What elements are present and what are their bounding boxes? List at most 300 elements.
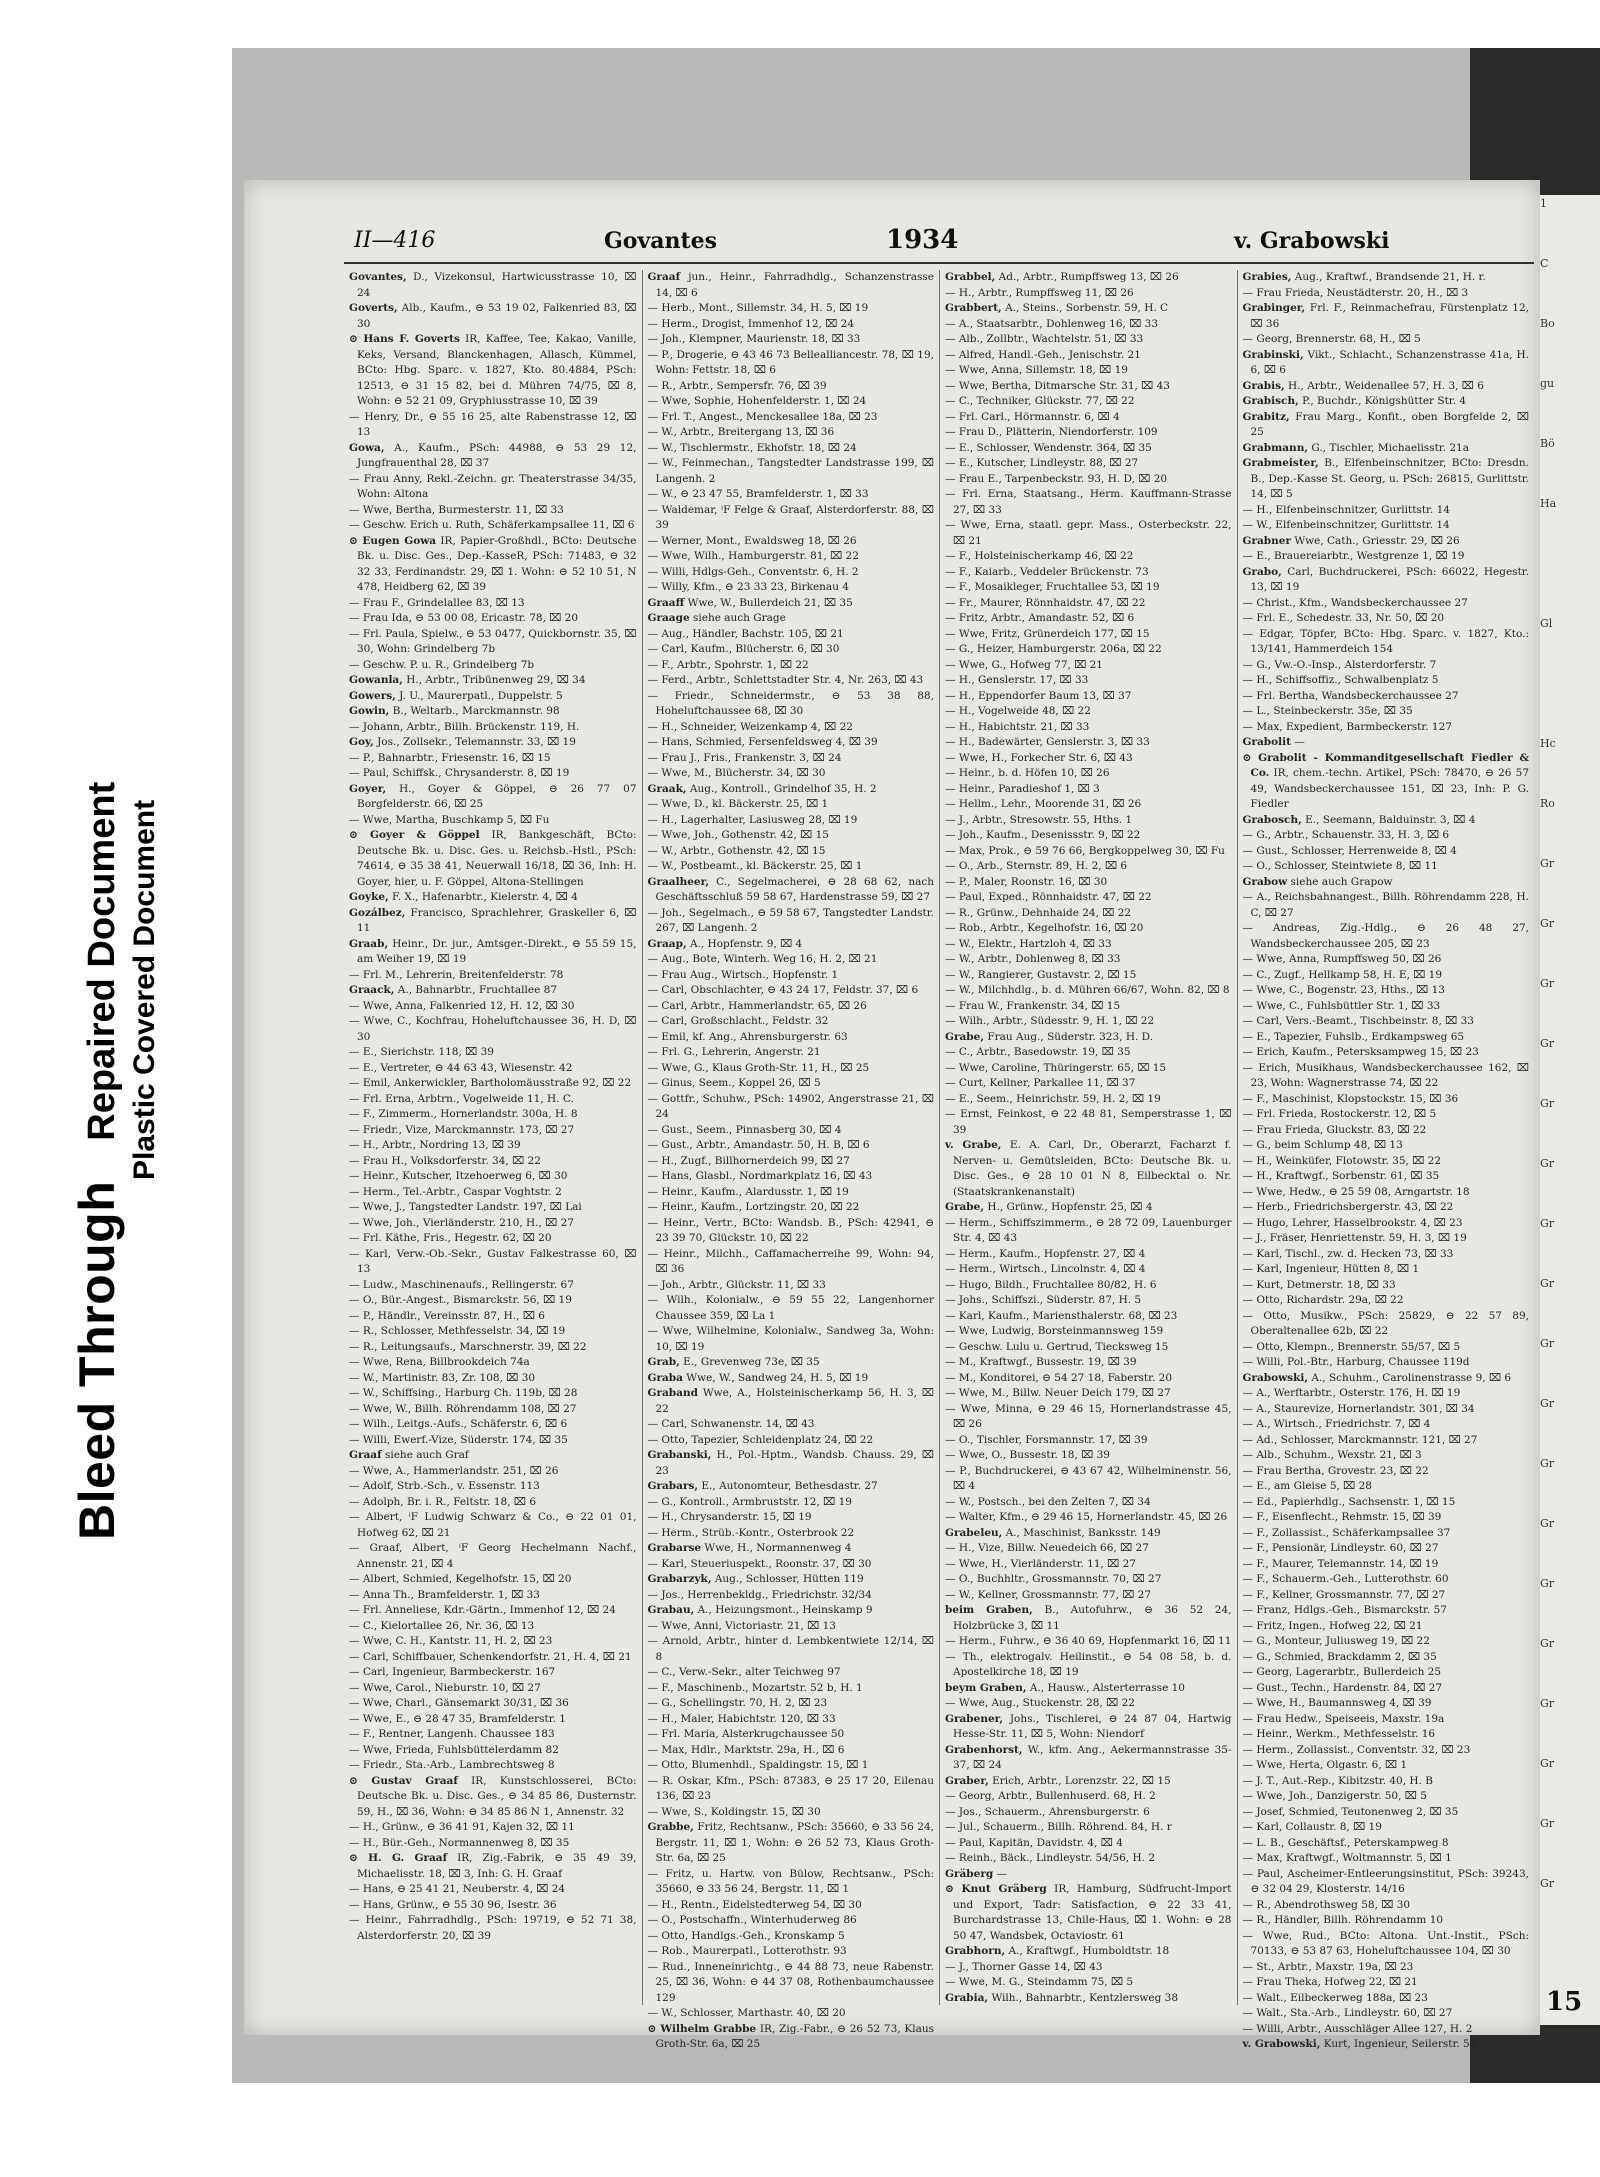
entry-details: — Frl. Anneliese, Kdr.-Gärtn., Immenhof 12, ⌧ 24 <box>349 1604 616 1616</box>
entry-details: — Wwe, Joh., Danzigerstr. 50, ⌧ 5 <box>1242 1790 1427 1802</box>
directory-entry <box>1243 2037 1530 2053</box>
directory-entry <box>349 813 637 829</box>
directory-entry <box>1243 286 1530 302</box>
directory-entry <box>648 1603 935 1619</box>
entry-details: — Ernst, Feinkost, ⊖ 22 48 81, Semperstrasse 1, ⌧ 39 <box>945 1108 1232 1136</box>
directory-entry <box>349 1138 637 1154</box>
directory-entry <box>349 1169 637 1185</box>
directory-entry <box>349 1541 637 1572</box>
entry-details: — F., Holsteinischerkamp 46, ⌧ 22 <box>945 550 1134 562</box>
directory-entry <box>1243 1898 1530 1914</box>
directory-entry <box>648 596 935 612</box>
directory-entry <box>648 456 935 487</box>
directory-columns <box>344 270 1534 2050</box>
entry-details: — W., Elektr., Hartzloh 4, ⌧ 33 <box>945 937 1112 950</box>
entry-name: ⊙ Goyer & Göppel <box>349 829 480 841</box>
entry-details: A., Heizungsmont., Heinskamp 9 <box>697 1604 873 1616</box>
entry-details: — Otto, Handlgs.-Geh., Kronskamp 5 <box>647 1929 845 1942</box>
entry-name: Gräberg <box>945 1867 994 1880</box>
directory-entry <box>945 968 1232 984</box>
entry-details: — G., beim Schlump 48, ⌧ 13 <box>1242 1139 1403 1151</box>
entry-details: — Emil, Ankerwickler, Bartholomäusstraße 92, ⌧ 22 <box>349 1077 632 1089</box>
entry-details: A., Bahnarbtr., Fruchtallee 87 <box>397 984 558 996</box>
directory-entry <box>945 549 1232 565</box>
directory-entry <box>648 1169 935 1185</box>
entry-details: — R., Schlosser, Methfesselstr. 34, ⌧ 19 <box>349 1325 566 1337</box>
entry-details: — Wwe, J., Tangstedter Landstr. 197, ⌧ Lai <box>349 1201 582 1213</box>
entry-name: Graab, <box>349 937 389 950</box>
entry-details: — Wilh., Kolonialw., ⊖ 59 55 22, Langenhorner Chaussee 359, ⌧ La 1 <box>647 1294 934 1322</box>
entry-details: — Gust., Seem., Pinnasberg 30, ⌧ 4 <box>647 1123 842 1136</box>
entry-details: — Jul., Schauerm., Billh. Röhrend. 84, H. r <box>945 1821 1172 1833</box>
directory-entry <box>945 859 1232 875</box>
entry-details: Kurt, Ingenieur, Seilerstr. 56 <box>1323 2038 1477 2050</box>
entry-details: IR, chem.-techn. Artikel, PSch: 78470, ⊖ 26 57 49, Wandsbeckerchaussee 151, ⌧ 23, Inh: P. G. Fiedler <box>1250 767 1529 810</box>
page-number: II—416 <box>354 228 436 253</box>
directory-entry <box>945 1340 1232 1356</box>
directory-entry <box>648 1355 935 1371</box>
entry-details: — P., Maler, Roonstr. 16, ⌧ 30 <box>945 875 1108 888</box>
directory-entry <box>648 549 935 565</box>
directory-entry <box>1243 1030 1530 1046</box>
directory-entry <box>945 1557 1232 1573</box>
entry-name: Grabarzyk, <box>647 1573 712 1585</box>
entry-name: Grabinski, <box>1242 348 1304 361</box>
entry-details: — Frau Aug., Wirtsch., Hopfenstr. 1 <box>647 968 839 981</box>
entry-details: Ad., Arbtr., Rumpffsweg 13, ⌧ 26 <box>998 271 1179 283</box>
entry-details: — Wwe, A., Hammerlandstr. 251, ⌧ 26 <box>349 1464 559 1477</box>
entry-details: — Wwe, Bertha, Burmesterstr. 11, ⌧ 33 <box>349 503 564 516</box>
directory-entry <box>945 456 1232 472</box>
directory-entry <box>349 1727 637 1743</box>
directory-entry <box>945 348 1232 364</box>
entry-name: ⊙ Eugen Gowa <box>349 534 437 547</box>
entry-details: A., Hausw., Alsterterrasse 10 <box>1029 1681 1185 1694</box>
entry-details: — Anna Th., Bramfelderstr. 1, ⌧ 33 <box>349 1588 540 1601</box>
directory-entry <box>1243 1386 1530 1402</box>
directory-entry <box>648 1479 935 1495</box>
directory-entry <box>945 1867 1232 1883</box>
entry-details: — Paul, Exped., Rönnhaidstr. 47, ⌧ 22 <box>945 891 1152 903</box>
directory-entry <box>349 983 637 999</box>
directory-entry <box>1243 1371 1530 1387</box>
entry-details: — Andreas, Zig.-Hdlg., ⊖ 26 48 27, Wandsbeckerchaussee 205, ⌧ 23 <box>1242 922 1529 950</box>
entry-details: — G., Schmied, Brackdamm 2, ⌧ 35 <box>1242 1650 1437 1663</box>
entry-details: E., Seemann, Balduinstr. 3, ⌧ 4 <box>1305 813 1476 826</box>
entry-details: — Rud., Inneneinrichtg., ⊖ 44 88 73, neue Rabenstr. 25, ⌧ 36, Wohn: ⊖ 44 37 08, Rothenbaumchaussee 129 <box>647 1960 934 2004</box>
entry-details: — J., Thorner Gasse 14, ⌧ 43 <box>945 1960 1103 1973</box>
directory-entry <box>648 937 935 953</box>
entry-name: Grabitz, <box>1242 410 1290 423</box>
entry-details: — Alb., Zollbtr., Wachtelstr. 51, ⌧ 33 <box>945 333 1144 345</box>
entry-details: siehe auch Graf <box>384 1449 469 1461</box>
directory-entry <box>945 1541 1232 1557</box>
directory-entry <box>648 332 935 348</box>
entry-details: — Wwe, Carol., Nieburstr. 10, ⌧ 27 <box>349 1681 541 1694</box>
entry-details: Aug., Schlosser, Hütten 119 <box>714 1573 864 1585</box>
entry-details: — F., Maschinenb., Mozartstr. 52 b, H. 1 <box>647 1681 863 1694</box>
entry-details: — F., Eisenflecht., Rehmstr. 15, ⌧ 39 <box>1242 1511 1442 1523</box>
entry-details: — F., Schauerm.-Geh., Lutterothstr. 60 <box>1242 1573 1449 1585</box>
directory-entry <box>945 1433 1232 1449</box>
directory-entry <box>1243 1727 1530 1743</box>
entry-details: — W., Tischlermstr., Ekhofstr. 18, ⌧ 24 <box>647 441 857 454</box>
entry-details: — Herb., Mont., Sillemstr. 34, H. 5, ⌧ 19 <box>647 302 869 314</box>
entry-details: — Frl. Erna, Arbtrn., Vogelweide 11, H. C. <box>349 1092 574 1105</box>
entry-details: — Max, Prok., ⊖ 59 76 66, Bergkoppelweg 30, ⌧ Fu <box>945 844 1225 857</box>
entry-details: — Karl, Kaufm., Mariensthalerstr. 68, ⌧ 23 <box>945 1309 1178 1322</box>
entry-details: — C., Verw.-Sekr., alter Teichweg 97 <box>647 1666 841 1678</box>
directory-entry <box>349 704 637 720</box>
directory-entry <box>349 503 637 519</box>
entry-name: Grabow <box>1242 875 1288 888</box>
entry-details: — W., Schlosser, Marthastr. 40, ⌧ 20 <box>647 2007 846 2019</box>
directory-entry <box>1243 2022 1530 2038</box>
directory-entry <box>1243 704 1530 720</box>
directory-entry <box>648 875 935 906</box>
entry-details: — H., Bür.-Geh., Normannenweg 8, ⌧ 35 <box>349 1836 570 1849</box>
entry-details: — Hugo, Lehrer, Hasselbrookstr. 4, ⌧ 23 <box>1242 1216 1463 1229</box>
entry-details: — Hugo, Bildh., Fruchtallee 80/82, H. 6 <box>945 1278 1157 1291</box>
entry-details: — Heinr., Kaufm., Alardusstr. 1, ⌧ 19 <box>647 1185 849 1198</box>
directory-entry <box>945 1092 1232 1108</box>
directory-entry <box>1243 1045 1530 1061</box>
directory-entry <box>648 441 935 457</box>
entry-details: — <box>996 1867 1008 1880</box>
entry-details: — Frl. Erna, Staatsang., Herm. Kauffmann-Strasse 27, ⌧ 33 <box>945 488 1232 516</box>
directory-entry <box>945 627 1232 643</box>
directory-entry <box>1243 1681 1530 1697</box>
entry-details: Frl. F., Reinmachefrau, Fürstenplatz 12, ⌧ 36 <box>1250 302 1529 330</box>
directory-entry <box>349 270 637 301</box>
directory-entry <box>349 673 637 689</box>
entry-details: Jos., Zollsekr., Telemannstr. 33, ⌧ 19 <box>377 736 576 748</box>
directory-entry <box>1243 1991 1530 2007</box>
neighbor-fragment: Gr <box>1540 1277 1555 1290</box>
directory-entry <box>1243 1758 1530 1774</box>
entry-details: Aug., Kraftwf., Brandsende 21, H. r. <box>1294 271 1486 283</box>
directory-entry <box>648 1820 935 1867</box>
entry-details: IR, Hamburg, Südfrucht-Import und Export, Tadr: Satisfaction, ⊖ 22 33 41, Burchardstrasse 13, Chile-Haus, ⌧ 1. Wohn: ⊖ 28 50 47, Wandsbek, Octaviostr. 61 <box>953 1883 1232 1942</box>
directory-entry <box>349 1619 637 1635</box>
entry-details: B., Weltarb., Marckmannstr. 98 <box>392 705 560 717</box>
entry-details: — Wwe, Sophie, Hohenfelderstr. 1, ⌧ 24 <box>647 395 867 407</box>
directory-entry <box>648 797 935 813</box>
directory-entry <box>1243 1216 1530 1232</box>
entry-details: — H., Zugf., Billhornerdeich 99, ⌧ 27 <box>647 1154 850 1167</box>
directory-entry <box>1243 1588 1530 1604</box>
directory-entry <box>349 1076 637 1092</box>
entry-details: — H., Arbtr., Nordring 13, ⌧ 39 <box>349 1139 521 1151</box>
directory-entry <box>648 1092 935 1123</box>
entry-name: Gozálbez, <box>349 906 406 919</box>
entry-details: — Rob., Arbtr., Kegelhofstr. 16, ⌧ 20 <box>945 922 1144 934</box>
directory-entry <box>945 875 1232 891</box>
directory-entry <box>349 1650 637 1666</box>
directory-entry <box>1243 1929 1530 1960</box>
entry-details: — Herm., Fuhrw., ⊖ 36 40 69, Hopfenmarkt 16, ⌧ 11 <box>945 1635 1232 1647</box>
neighbor-fragment: Hc <box>1540 737 1556 750</box>
directory-entry <box>349 1572 637 1588</box>
entry-details: Aug., Kontroll., Grindelhof 35, H. 2 <box>689 782 877 795</box>
entry-details: — Gust., Schlosser, Herrenweide 8, ⌧ 4 <box>1242 844 1457 857</box>
entry-details: — Jos., Herrenbekldg., Friedrichstr. 32/34 <box>647 1588 872 1601</box>
entry-details: — Gust., Techn., Hardenstr. 84, ⌧ 27 <box>1242 1681 1443 1694</box>
entry-details: — M., Kraftwgf., Bussestr. 19, ⌧ 39 <box>945 1356 1137 1368</box>
directory-entry <box>648 720 935 736</box>
entry-details: — Ludw., Maschinenaufs., Rellingerstr. 67 <box>349 1278 574 1291</box>
directory-entry <box>349 689 637 705</box>
directory-entry <box>945 441 1232 457</box>
entry-details: — L., Steinbeckerstr. 35e, ⌧ 35 <box>1242 705 1413 717</box>
entry-name: Grabau, <box>647 1604 695 1616</box>
directory-entry <box>1243 658 1530 674</box>
document-category-label <box>60 600 170 1540</box>
directory-entry <box>1243 1014 1530 1030</box>
entry-details: — G., Kontroll., Armbruststr. 12, ⌧ 19 <box>647 1495 852 1508</box>
entry-details: — Willi, Ewerf.-Vize, Süderstr. 174, ⌧ 35 <box>349 1433 568 1446</box>
entry-name: Grabhorn, <box>945 1945 1006 1957</box>
directory-entry <box>1243 1510 1530 1526</box>
entry-details: — H., Vize, Billw. Neuedeich 66, ⌧ 27 <box>945 1542 1149 1554</box>
entry-details: — Carl, Schiffbauer, Schenkendorfstr. 21, H. 4, ⌧ 21 <box>349 1650 632 1663</box>
directory-entry <box>1243 844 1530 860</box>
directory-entry <box>648 410 935 426</box>
directory-entry <box>648 1123 935 1139</box>
directory-entry <box>349 1355 637 1371</box>
entry-name: Grabowski, <box>1242 1371 1309 1384</box>
entry-details: E., Autonomteur, Bethesdastr. 27 <box>701 1480 878 1492</box>
entry-details: — F., Maurer, Telemannstr. 14, ⌧ 19 <box>1242 1557 1439 1570</box>
directory-entry <box>648 1076 935 1092</box>
directory-entry <box>945 1030 1232 1046</box>
entry-details: — Wwe, Bertha, Ditmarsche Str. 31, ⌧ 43 <box>945 379 1170 392</box>
entry-name: ⊙ Grabolit - Kommanditgesellschaft Fiedler & Co. <box>1242 751 1529 779</box>
directory-entry <box>1243 301 1530 332</box>
directory-entry <box>349 1448 637 1464</box>
entry-details: — Wwe, Anna, Falkenried 12, H. 12, ⌧ 30 <box>349 999 575 1012</box>
entry-details: — Frl. Frieda, Rostockerstr. 12, ⌧ 5 <box>1242 1108 1437 1120</box>
entry-details: — Willi, Hdlgs-Geh., Conventstr. 6, H. 2 <box>647 565 859 578</box>
directory-entry <box>945 1061 1232 1077</box>
entry-details: — Frau Bertha, Grovestr. 23, ⌧ 22 <box>1242 1464 1429 1477</box>
directory-entry <box>648 580 935 596</box>
entry-details: — F., Zimmerm., Hornerlandstr. 300a, H. 8 <box>349 1108 578 1120</box>
directory-entry <box>1243 1665 1530 1681</box>
directory-entry <box>1243 379 1530 395</box>
entry-name: ⊙ Knut Gräberg <box>945 1883 1047 1895</box>
directory-entry <box>945 487 1232 518</box>
entry-details: — W., Arbtr., Breitergang 13, ⌧ 36 <box>647 426 835 438</box>
entry-details: H., Arbtr., Tribünenweg 29, ⌧ 34 <box>406 674 586 686</box>
directory-entry <box>1243 1340 1530 1356</box>
entry-details: — Frau Ida, ⊖ 53 00 08, Ericastr. 78, ⌧ 20 <box>349 612 579 624</box>
directory-entry <box>349 1402 637 1418</box>
entry-details: — Frl. G., Lehrerin, Angerstr. 21 <box>647 1046 821 1058</box>
directory-entry <box>349 766 637 782</box>
entry-details: — <box>1294 736 1305 748</box>
directory-entry <box>648 689 935 720</box>
directory-entry <box>945 1634 1232 1650</box>
directory-entry <box>945 1960 1232 1976</box>
entry-details: — A., Werftarbtr., Osterstr. 176, H. ⌧ 19 <box>1242 1387 1461 1399</box>
entry-details: — Carl, Ingenieur, Barmbeckerstr. 167 <box>349 1666 556 1678</box>
directory-entry <box>648 1154 935 1170</box>
entry-details: — Frl. Käthe, Fris., Hegestr. 62, ⌧ 20 <box>349 1232 552 1244</box>
entry-details: — Karl, Collaustr. 8, ⌧ 19 <box>1242 1821 1382 1833</box>
entry-details: — Friedr., Schneidermstr., ⊖ 53 38 88, Hoheluftchaussee 68, ⌧ 30 <box>647 689 934 717</box>
directory-entry <box>1243 1417 1530 1433</box>
directory-entry <box>349 1851 637 1882</box>
entry-details: — Geschw. Lulu u. Gertrud, Tiecksweg 15 <box>945 1340 1169 1353</box>
entry-details: — O., Buchhltr., Grossmannstr. 70, ⌧ 27 <box>945 1573 1162 1585</box>
directory-entry <box>1243 348 1530 379</box>
directory-entry <box>945 1743 1232 1774</box>
directory-entry <box>1243 921 1530 952</box>
directory-entry <box>945 828 1232 844</box>
directory-entry <box>648 1743 935 1759</box>
entry-details: — Carl, Großschlacht., Feldstr. 32 <box>647 1015 829 1027</box>
entry-details: W., kfm. Ang., Aekermannstrasse 35-37, ⌧ 24 <box>953 1743 1232 1771</box>
entry-details: — Heinr., Kutscher, Itzehoerweg 6, ⌧ 30 <box>349 1170 568 1182</box>
entry-details: — Hans, Glasbl., Nordmarkplatz 16, ⌧ 43 <box>647 1170 873 1182</box>
neighbor-fragment: 1 <box>1540 197 1547 210</box>
entry-details: — Frau J., Fris., Frankenstr. 3, ⌧ 24 <box>647 751 842 764</box>
entry-details: — Wwe, S., Koldingstr. 15, ⌧ 30 <box>647 1805 821 1818</box>
neighbor-fragment: Gr <box>1540 1457 1555 1470</box>
directory-entry <box>648 379 935 395</box>
directory-entry <box>945 1278 1232 1294</box>
directory-entry <box>945 735 1232 751</box>
directory-entry <box>945 766 1232 782</box>
directory-entry <box>349 937 637 968</box>
directory-entry <box>1243 859 1530 875</box>
directory-entry <box>349 828 637 890</box>
neighbor-fragment: Gr <box>1540 977 1555 990</box>
entry-details: — Walt., Sta.-Arb., Lindleystr. 60, ⌧ 27 <box>1242 2007 1453 2019</box>
entry-details: — C., Techniker, Glückstr. 77, ⌧ 22 <box>945 395 1135 407</box>
entry-details: J. U., Maurerpatl., Duppelstr. 5 <box>399 689 563 702</box>
header-rule <box>344 262 1534 264</box>
entry-name: Grabbel, <box>945 271 996 283</box>
directory-entry <box>945 1991 1232 2007</box>
entry-name: Grabinger, <box>1242 302 1306 314</box>
entry-details: — Hans, Schmied, Fersenfeldsweg 4, ⌧ 39 <box>647 736 878 748</box>
neighbor-fragment <box>1540 555 1600 615</box>
directory-entry <box>349 1293 637 1309</box>
directory-entry <box>349 1603 637 1619</box>
entry-details: — G., Schellingstr. 70, H. 2, ⌧ 23 <box>647 1697 828 1709</box>
entry-details: — O., Schlosser, Steintwiete 8, ⌧ 11 <box>1242 860 1438 872</box>
entry-details: — Willy, Kfm., ⊖ 23 33 23, Birkenau 4 <box>647 581 849 593</box>
directory-entry <box>1243 890 1530 921</box>
neighbor-fragment: Gl <box>1540 617 1553 630</box>
entry-details: B., Autofuhrw., ⊖ 36 52 24, Holzbrücke 3, ⌧ 11 <box>953 1604 1232 1632</box>
directory-entry <box>648 906 935 937</box>
directory-entry <box>945 1603 1232 1634</box>
directory-entry <box>1243 270 1530 286</box>
entry-details: — E., Brauereiarbtr., Westgrenze 1, ⌧ 19 <box>1242 550 1465 562</box>
directory-entry <box>349 735 637 751</box>
entry-details: — Wwe, Fritz, Grünerdeich 177, ⌧ 15 <box>945 627 1150 640</box>
directory-entry <box>349 1774 637 1821</box>
directory-entry <box>1243 1433 1530 1449</box>
entry-details: — Carl, Obschlachter, ⊖ 43 24 17, Feldstr. 37, ⌧ 6 <box>647 984 919 996</box>
entry-details: — Frau E., Tarpenbeckstr. 93, H. D, ⌧ 20 <box>945 472 1168 485</box>
entry-details: — Wilh., Arbtr., Südesstr. 9, H. 1, ⌧ 22 <box>945 1015 1155 1027</box>
entry-details: — Otto, Musikw., PSch: 25829, ⊖ 22 57 89, Oberaltenallee 62b, ⌧ 22 <box>1242 1309 1529 1337</box>
directory-entry <box>648 968 935 984</box>
entry-details: — W., Postbeamt., kl. Bäckerstr. 25, ⌧ 1 <box>647 860 863 872</box>
entry-details: — Wwe, Minna, ⊖ 29 46 15, Hornerlandstrasse 45, ⌧ 26 <box>945 1402 1232 1430</box>
entry-details: — O., Arb., Sternstr. 89, H. 2, ⌧ 6 <box>945 860 1128 872</box>
directory-entry <box>349 1588 637 1604</box>
directory-entry <box>945 704 1232 720</box>
directory-entry <box>1243 332 1530 348</box>
directory-entry <box>648 1727 935 1743</box>
directory-entry <box>648 766 935 782</box>
entry-details: — Otto, Klempn., Brennerstr. 55/57, ⌧ 5 <box>1242 1340 1461 1353</box>
entry-details: F. X., Hafenarbtr., Kielerstr. 4, ⌧ 4 <box>392 891 578 903</box>
entry-details: — W., Kellner, Grossmannstr. 77, ⌧ 27 <box>945 1588 1152 1601</box>
entry-details: — Frau F., Grindelallee 83, ⌧ 13 <box>349 596 525 609</box>
entry-details: E., Grevenweg 73e, ⌧ 35 <box>683 1356 820 1368</box>
directory-entry <box>1243 1743 1530 1759</box>
entry-details: siehe auch Grage <box>692 612 786 624</box>
entry-details: — Frau Hedw., Speiseeis, Maxstr. 19a <box>1242 1712 1445 1725</box>
entry-name: Grabars, <box>647 1480 699 1492</box>
entry-details: — Frau D., Plätterin, Niendorferstr. 109 <box>945 426 1158 438</box>
directory-entry <box>648 1634 935 1665</box>
neighbor-fragment: Gr <box>1540 1817 1555 1830</box>
directory-entry <box>648 1929 935 1945</box>
directory-entry <box>945 1712 1232 1743</box>
entry-details: — Wwe, H., Vierländerstr. 11, ⌧ 27 <box>945 1557 1136 1570</box>
directory-entry <box>1243 518 1530 534</box>
directory-entry <box>1243 1774 1530 1790</box>
entry-details: — C., Arbtr., Basedowstr. 19, ⌧ 35 <box>945 1046 1131 1058</box>
directory-entry <box>1243 751 1530 813</box>
entry-details: — E., Kutscher, Lindleystr. 88, ⌧ 27 <box>945 457 1139 469</box>
directory-entry <box>945 1464 1232 1495</box>
directory-entry <box>945 1650 1232 1681</box>
neighbor-fragment: Gr <box>1540 1577 1555 1590</box>
header-right-word: v. Grabowski <box>1234 228 1390 254</box>
directory-entry <box>1243 1464 1530 1480</box>
directory-entry <box>945 782 1232 798</box>
directory-entry <box>349 1231 637 1247</box>
entry-details: — Frl. E., Schedestr. 33, Nr. 50, ⌧ 20 <box>1242 612 1445 624</box>
directory-entry <box>648 503 935 534</box>
entry-details: — R., Arbtr., Sempersfr. 76, ⌧ 39 <box>647 379 827 392</box>
directory-entry <box>945 596 1232 612</box>
entry-details: — Heinr., Fahrradhdlg., PSch: 19719, ⊖ 52 71 38, Alsterdorferstr. 20, ⌧ 39 <box>349 1914 637 1942</box>
directory-entry <box>648 1061 935 1077</box>
directory-entry <box>648 487 935 503</box>
directory-entry <box>648 1433 935 1449</box>
entry-details: — Fritz, Ingen., Hofweg 22, ⌧ 21 <box>1242 1619 1423 1632</box>
directory-entry <box>945 1510 1232 1526</box>
directory-entry <box>349 968 637 984</box>
directory-entry <box>648 1913 935 1929</box>
entry-details: Heinr., Dr. jur., Amtsger.-Direkt., ⊖ 55 59 15, am Weiher 19, ⌧ 19 <box>357 937 637 965</box>
directory-entry <box>349 410 637 441</box>
entry-details: Wwe, W., Bullerdeich 21, ⌧ 35 <box>687 596 853 609</box>
entry-details: — P., Bahnarbtr., Friesenstr. 16, ⌧ 15 <box>349 751 551 764</box>
directory-entry <box>648 611 935 627</box>
directory-entry <box>1243 1169 1530 1185</box>
entry-details: — Joh., Arbtr., Glückstr. 11, ⌧ 33 <box>647 1278 826 1291</box>
